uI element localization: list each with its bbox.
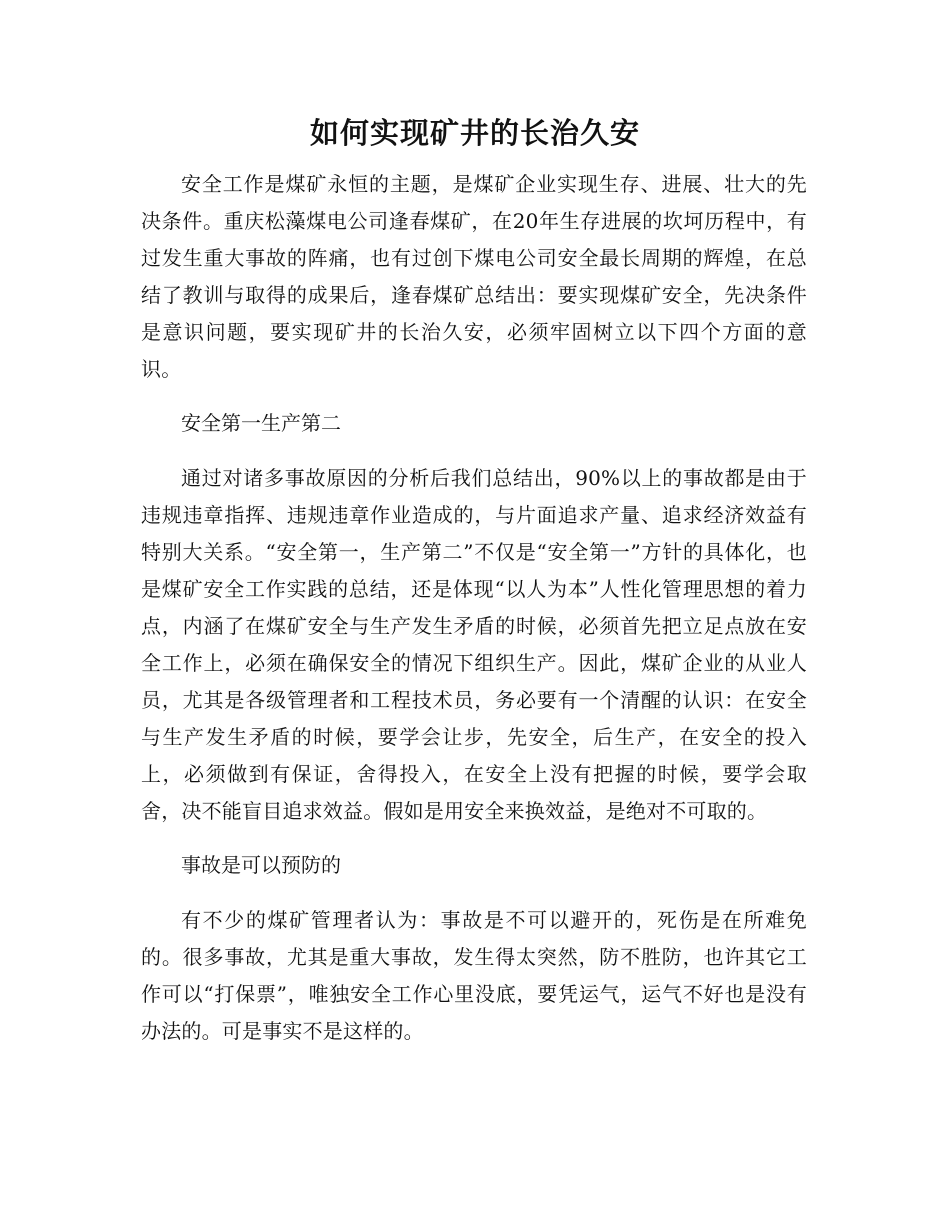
paragraph-gap (141, 884, 807, 902)
intro-paragraph: 安全工作是煤矿永恒的主题，是煤矿企业实现生存、进展、壮大的先决条件。重庆松藻煤电公司逢春煤矿，在20年生存进展的坎坷历程中，有过发生重大事故的阵痛，也有过创下煤电公司安全最长周期的辉煌，在总结了教训与取得的成果后，逢春煤矿总结出：要实现煤矿安全，先决条件是意识问题，要实现矿井的长治久安，必须牢固树立以下四个方面的意识。 (141, 172, 807, 381)
paragraph-gap (141, 387, 807, 405)
paragraph-gap (141, 829, 807, 847)
document-body (141, 166, 807, 1050)
section-heading-accidents-preventable: 事故是可以预防的 (181, 853, 341, 878)
section-paragraph-accidents-preventable: 有不少的煤矿管理者认为：事故是不可以避开的，死伤是在所难免的。很多事故，尤其是重大事故，发生得太突然，防不胜防，也许其它工作可以“打保票”，唯独安全工作心里没底，要凭运气，运气不好也是没有办法的。可是事实不是这样的。 (141, 908, 807, 1044)
document-title: 如何实现矿井的长治久安 (309, 116, 640, 150)
paragraph-gap (141, 442, 807, 460)
section-heading-safety-first: 安全第一生产第二 (181, 411, 341, 436)
section-paragraph-safety-first: 通过对诸多事故原因的分析后我们总结出，90%以上的事故都是由于违规违章指挥、违规违章作业造成的，与片面追求产量、追求经济效益有特别大关系。“安全第一，生产第二”不仅是“安全第一”方针的具体化，也是煤矿安全工作实践的总结，还是体现“以人为本”人性化管理思想的着力点，内涵了在煤矿安全与生产发生矛盾的时候，必须首先把立足点放在安全工作上，必须在确保安全的情况下组织生产。因此，煤矿企业的从业人员，尤其是各级管理者和工程技术员，务必要有一个清醒的认识：在安全与生产发生矛盾的时候，要学会让步，先安全，后生产，在安全的投入上，必须做到有保证，舍得投入，在安全上没有把握的时候，要学会取舍，决不能盲目追求效益。假如是用安全来换效益，是绝对不可取的。 (141, 466, 807, 823)
